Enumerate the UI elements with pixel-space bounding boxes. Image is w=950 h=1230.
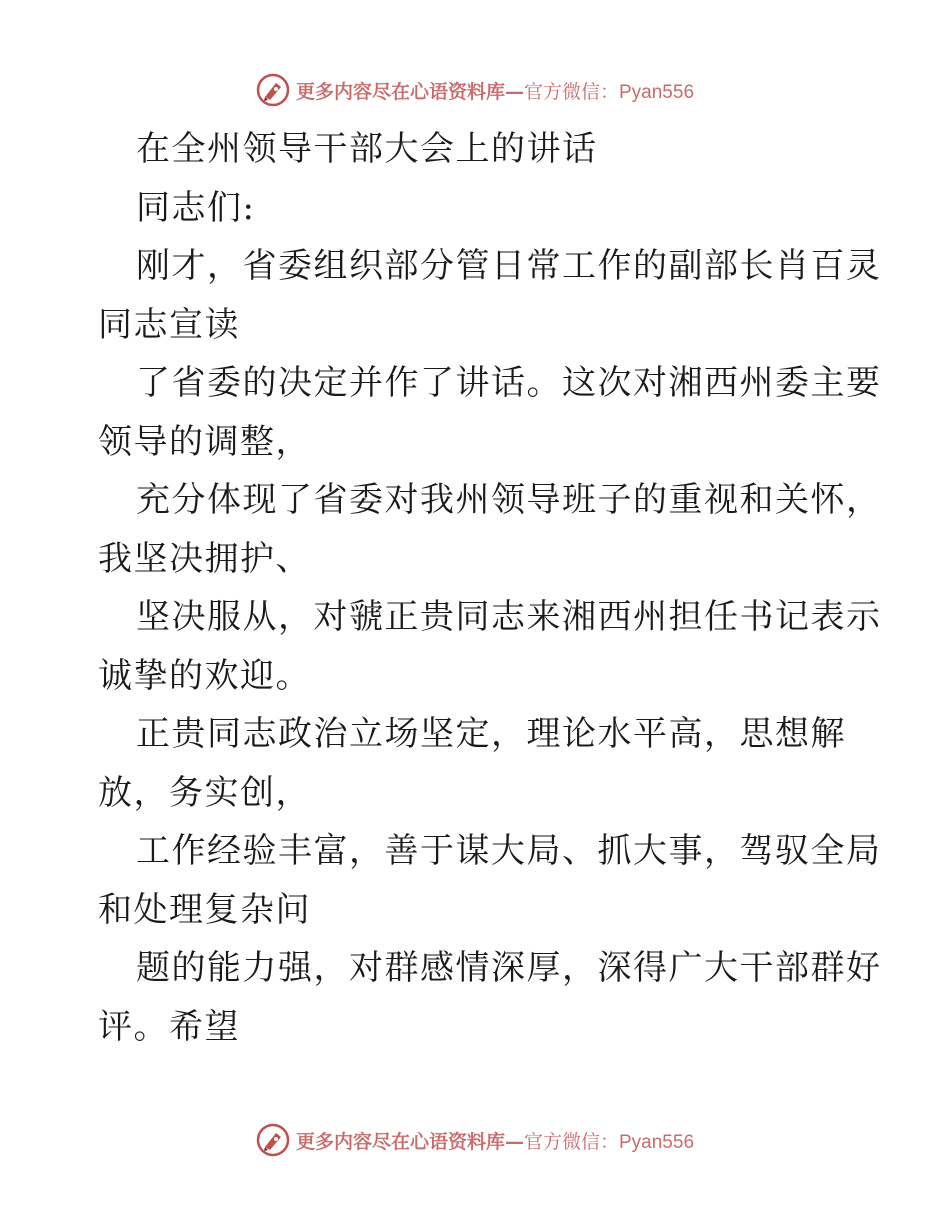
document-body xyxy=(98,120,882,1056)
paragraph-line: 充分体现了省委对我州领导班子的重视和关怀， xyxy=(136,480,882,520)
footer-banner-content xyxy=(256,1123,694,1157)
header-wechat-id: Pyan556 xyxy=(619,81,695,103)
footer-wechat-label: 官方微信： xyxy=(523,1130,619,1153)
paragraph-line: 坚决服从，对虢正贵同志来湘西州担任书记表示 xyxy=(136,597,882,637)
footer-promo-text: 更多内容尽在心语资料库 xyxy=(295,1130,505,1153)
paragraph-line: 工作经验丰富，善于谋大局、抓大事，驾驭全局 xyxy=(136,831,882,871)
document-title: 在全州领导干部大会上的讲话 xyxy=(136,129,598,169)
paragraph-line: 我坚决拥护、 xyxy=(98,538,311,579)
paragraph-line: 同志宣读 xyxy=(98,304,240,345)
paragraph-line: 题的能力强，对群感情深厚，深得广大干部群好 xyxy=(136,948,882,988)
pen-logo-icon xyxy=(256,1123,290,1157)
header-dash: — xyxy=(504,80,524,103)
header-banner xyxy=(0,70,950,110)
paragraph-line: 评。希望 xyxy=(98,1006,240,1047)
header-banner-content xyxy=(256,73,694,107)
footer-banner xyxy=(0,1120,950,1160)
paragraph-line: 和处理复杂问 xyxy=(98,889,311,930)
paragraph-line: 诚挚的欢迎。 xyxy=(98,655,311,696)
header-wechat-label: 官方微信： xyxy=(523,80,619,103)
paragraph-line: 领导的调整， xyxy=(98,421,311,462)
footer-banner-text xyxy=(296,1127,694,1154)
footer-wechat-id: Pyan556 xyxy=(619,1131,695,1153)
paragraph-line: 正贵同志政治立场坚定，理论水平高，思想解 xyxy=(136,714,846,754)
header-promo-text: 更多内容尽在心语资料库 xyxy=(295,80,505,103)
paragraph-line: 放，务实创， xyxy=(98,772,311,813)
salutation: 同志们: xyxy=(136,187,256,228)
header-banner-text xyxy=(296,77,694,104)
footer-dash: — xyxy=(504,1130,524,1153)
paragraph-line: 刚才，省委组织部分管日常工作的副部长肖百灵 xyxy=(136,246,882,286)
pen-logo-icon xyxy=(256,73,290,107)
paragraph-line: 了省委的决定并作了讲话。这次对湘西州委主要 xyxy=(136,363,882,403)
